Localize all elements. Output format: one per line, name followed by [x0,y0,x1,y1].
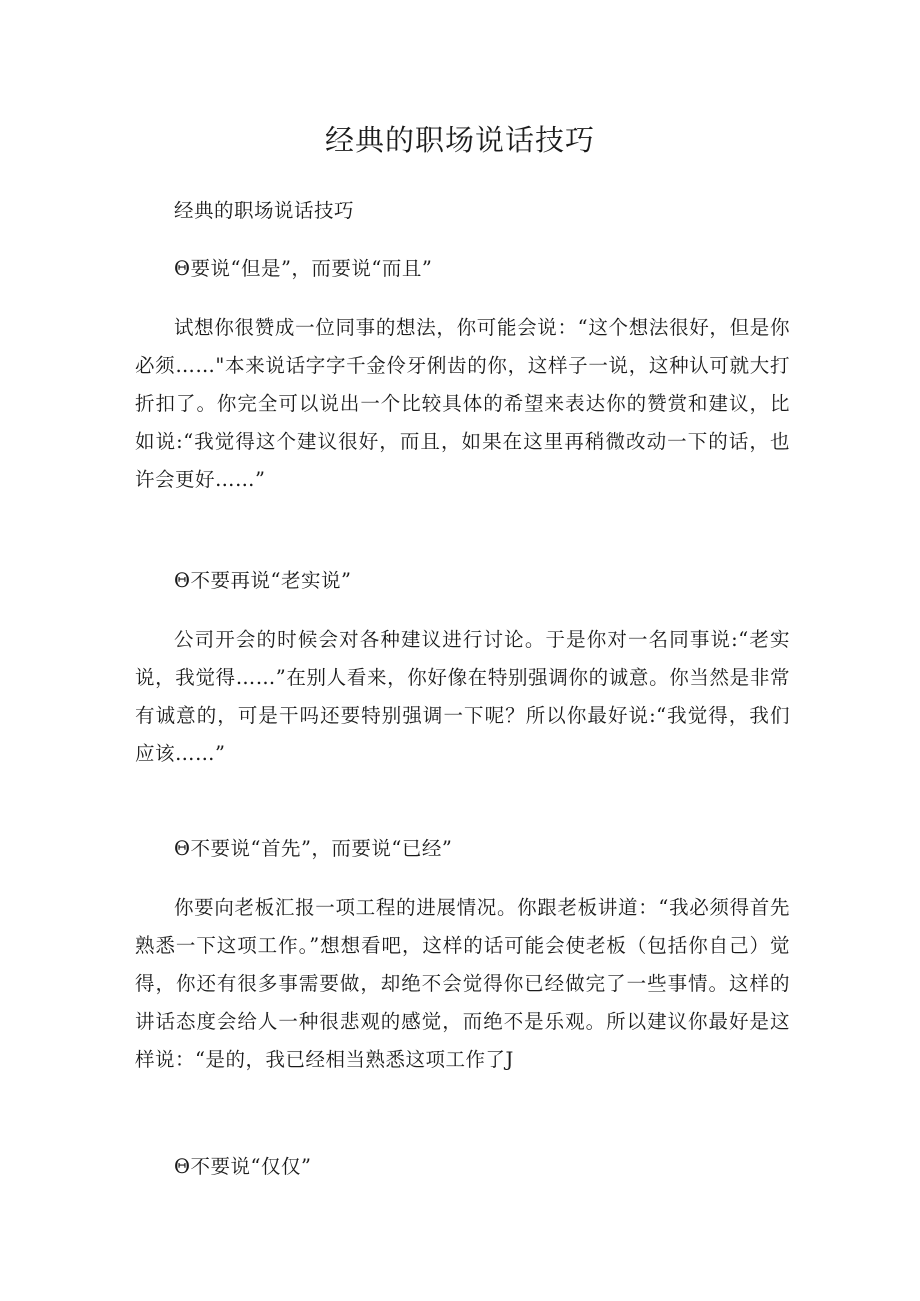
section-body-3: 你要向老板汇报一项工程的进展情况。你跟老板讲道：“我必须得首先熟悉一下这项工作。”想想看吧，这样的话可能会使老板（包括你自己）觉得，你还有很多事需要做，却绝不会觉得你已经做完了一些事情。这样的讲话态度会给人一种很悲观的感觉，而绝不是乐观。所以建议你最好是这样说：“是的，我已经相当熟悉这项工作了J [135,896,790,1071]
section-heading-4: Θ不要说“仅仅” [174,1155,312,1178]
section-body-1: 试想你很赞成一位同事的想法，你可能会说：“这个想法很好，但是你必须……"本来说话字字千金伶牙俐齿的你，这样子一说，这种认可就大打折扣了。你完全可以说出一个比较具体的希望来表达你的赞赏和建议，比如说:“我觉得这个建议很好，而且，如果在这里再稍微改动一下的话，也许会更好……” [135,316,790,491]
document-subtitle: 经典的职场说话技巧 [174,199,355,222]
document-title: 经典的职场说话技巧 [324,123,595,157]
section-body-2: 公司开会的时候会对各种建议进行讨论。于是你对一名同事说:“老实说，我觉得……”在别人看来，你好像在特别强调你的诚意。你当然是非常有诚意的，可是干吗还要特别强调一下呢？所以你最好说:“我觉得，我们应该……” [135,628,790,765]
section-heading-2: Θ不要再说“老实说” [174,569,352,592]
section-heading-1: Θ要说“但是”，而要说“而且” [174,257,433,280]
section-heading-3: Θ不要说“首先”，而要说“已经” [174,837,453,860]
